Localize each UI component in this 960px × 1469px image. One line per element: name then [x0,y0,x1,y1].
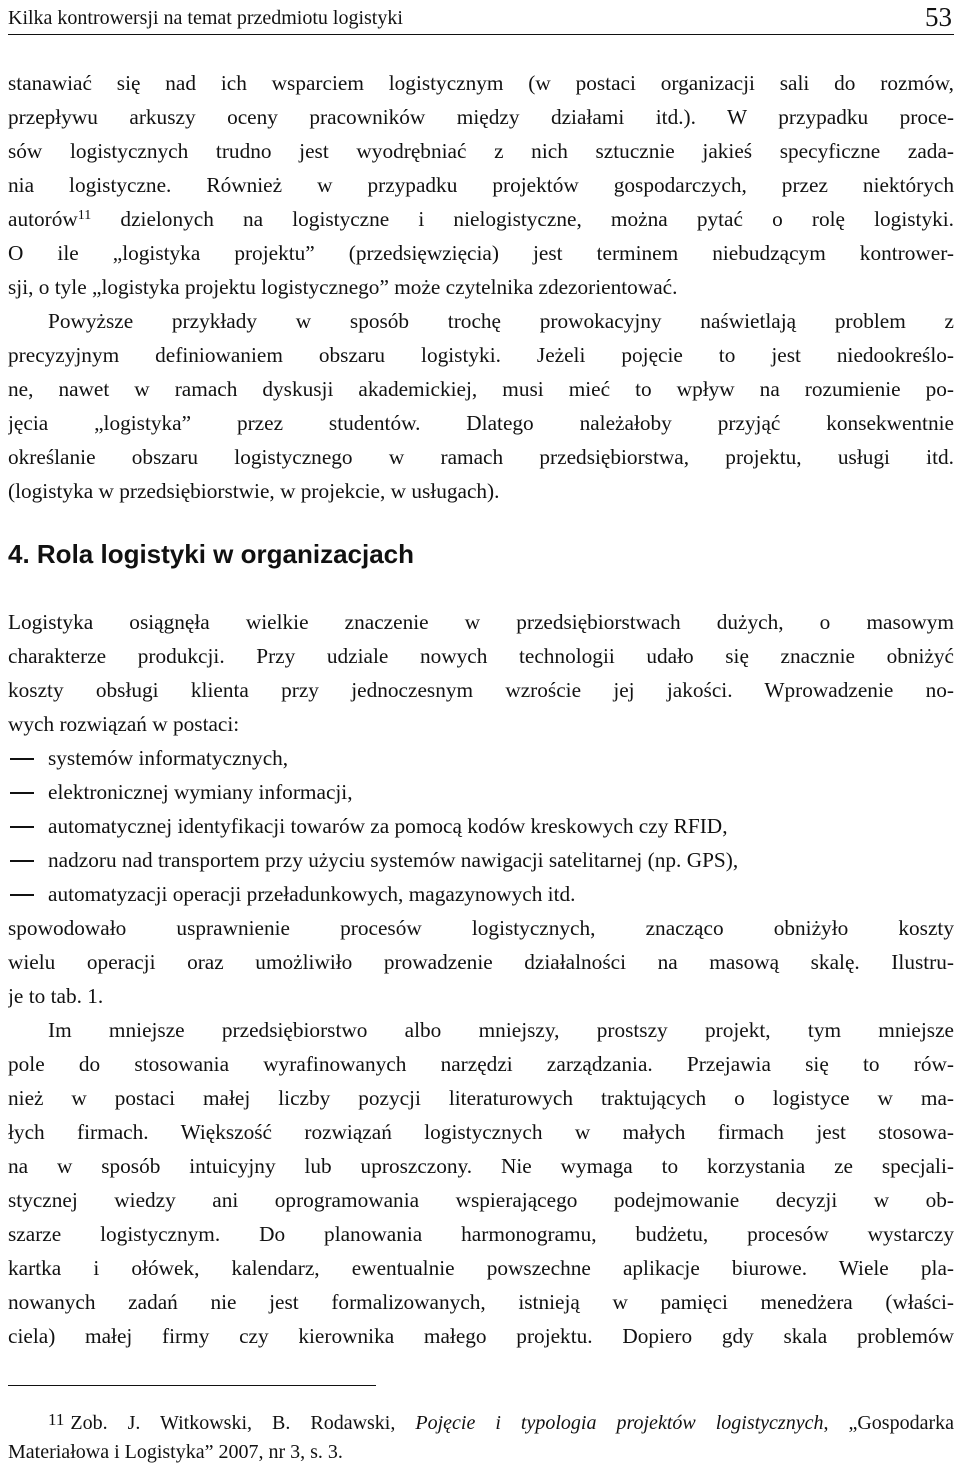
paragraph-2 [8,304,954,508]
list-item-text: nadzoru nad transportem przy użyciu systemów nawigacji satelitarnej (np. GPS), [48,848,739,872]
dash-bullet-icon [8,775,48,809]
bullet-list [8,741,954,911]
footnote [8,1403,954,1469]
text-line: Powyższe przykłady w sposób trochę prowokacyjny naświetlają problem z [48,309,954,333]
text-line: łych firmach. Większość rozwiązań logistycznych w małych firmach jest stosowa- [8,1120,954,1144]
text-line: je to tab. 1. [8,984,104,1008]
list-item-text: systemów informatycznych, [48,746,289,770]
list-item [8,877,954,911]
list-item [8,843,954,877]
text-line: sów logistycznych trudno jest wyodrębniać z nich sztucznie jakieś specyficzne zada- [8,139,954,163]
list-item [8,775,954,809]
running-title: Kilka kontrowersji na temat przedmiotu logistyki [8,7,403,29]
text-line: ciela) małej firmy czy kierownika małego projektu. Dopiero gdy skala problemów [8,1324,954,1348]
footnote-separator [8,1385,376,1386]
footnote-journal: , „Gospodarka [823,1412,954,1434]
page-number: 53 [925,2,952,32]
text-line: nia logistyczne. Również w przypadku projektów gospodarczych, przez niektórych [8,173,954,197]
footnote-number: 11 [48,1410,65,1429]
section-heading: 4. Rola logistyki w organizacjach [8,539,415,569]
text-line: spowodowało usprawnienie procesów logistycznych, znacząco obniżyło koszty [8,916,954,940]
paragraph-5 [8,1013,954,1353]
footnote-title: Pojęcie i typologia projektów logistycznych [415,1412,824,1434]
text-fragment: autorów [8,207,78,231]
list-item-text: automatyzacji operacji przeładunkowych, magazynowych itd. [48,882,576,906]
text-fragment: dzielonych na logistyczne i nielogistyczne, można pytać o rolę logistyki. [91,207,954,231]
text-line: nież w postaci małej liczby pozycji literaturowych traktujących o logistyce w ma- [8,1086,954,1110]
dash-bullet-icon [8,877,48,911]
text-line: wielu operacji oraz umożliwiło prowadzenie działalności na masową skalę. Ilustru- [8,950,954,974]
document-page [8,0,954,1465]
list-item-text: automatycznej identyfikacji towarów za pomocą kodów kreskowych czy RFID, [48,814,728,838]
list-item-text: elektronicznej wymiany informacji, [48,780,353,804]
text-line: charakterze produkcji. Przy udziale nowych technologii udało się znacznie obniżyć [8,644,954,668]
footnote-line [8,1403,954,1436]
text-line: precyzyjnym definiowaniem obszaru logistyki. Jeżeli pojęcie to jest niedookreślo- [8,343,954,367]
paragraph-1 [8,66,954,304]
dash-bullet-icon [8,809,48,843]
text-line: nowanych zadań nie jest formalizowanych, istnieją w pamięci menedżera (właści- [8,1290,954,1314]
footnote-authors: Zob. J. Witkowski, B. Rodawski, [70,1412,416,1434]
text-line: koszty obsługi klienta przy jednoczesnym wzroście jej jakości. Wprowadzenie no- [8,678,954,702]
text-line: przepływu arkuszy oceny pracowników między działami itd.). W przypadku proce- [8,105,954,129]
text-line: wych rozwiązań w postaci: [8,712,240,736]
text-line: szarze logistycznym. Do planowania harmonogramu, budżetu, procesów wystarczy [8,1222,954,1246]
text-line: ne, nawet w ramach dyskusji akademickiej, musi mieć to wpływ na rozumienie po- [8,377,954,401]
text-line: pole do stosowania wyrafinowanych narzędzi zarządzania. Przejawia się to rów- [8,1052,954,1076]
text-line: Im mniejsze przedsiębiorstwo albo mniejszy, prostszy projekt, tym mniejsze [48,1018,954,1042]
paragraph-3 [8,605,954,741]
dash-bullet-icon [8,741,48,775]
text-line: (logistyka w przedsiębiorstwie, w projekcie, w usługach). [8,479,500,503]
text-line: Logistyka osiągnęła wielkie znaczenie w przedsiębiorstwach dużych, o masowym [8,610,954,634]
footnote-line: Materiałowa i Logistyka” 2007, nr 3, s. 3. [8,1441,343,1463]
text-line [8,202,954,236]
paragraph-4 [8,911,954,1013]
list-item [8,741,954,775]
text-line: na w sposób intuicyjny lub uproszczony. Nie wymaga to korzystania ze specjali- [8,1154,954,1178]
footnote-reference[interactable]: 11 [77,208,92,223]
text-line: kartka i ołówek, kalendarz, ewentualnie powszechne aplikacje biurowe. Wiele pla- [8,1256,954,1280]
running-header [8,4,954,35]
text-line: określanie obszaru logistycznego w ramach przedsiębiorstwa, projektu, usługi itd. [8,445,954,469]
text-line: sji, o tyle „logistyka projektu logistycznego” może czytelnika zdezorientować. [8,275,678,299]
text-line: O ile „logistyka projektu” (przedsięwzięcia) jest terminem niebudzącym kontrower- [8,241,954,265]
text-line: stanawiać się nad ich wsparciem logistycznym (w postaci organizacji sali do rozmów, [8,71,954,95]
list-item [8,809,954,843]
text-line: stycznej wiedzy ani oprogramowania wspierającego podejmowanie decyzji w ob- [8,1188,954,1212]
text-line: jęcia „logistyka” przez studentów. Dlatego należałoby przyjąć konsekwentnie [8,411,954,435]
dash-bullet-icon [8,843,48,877]
